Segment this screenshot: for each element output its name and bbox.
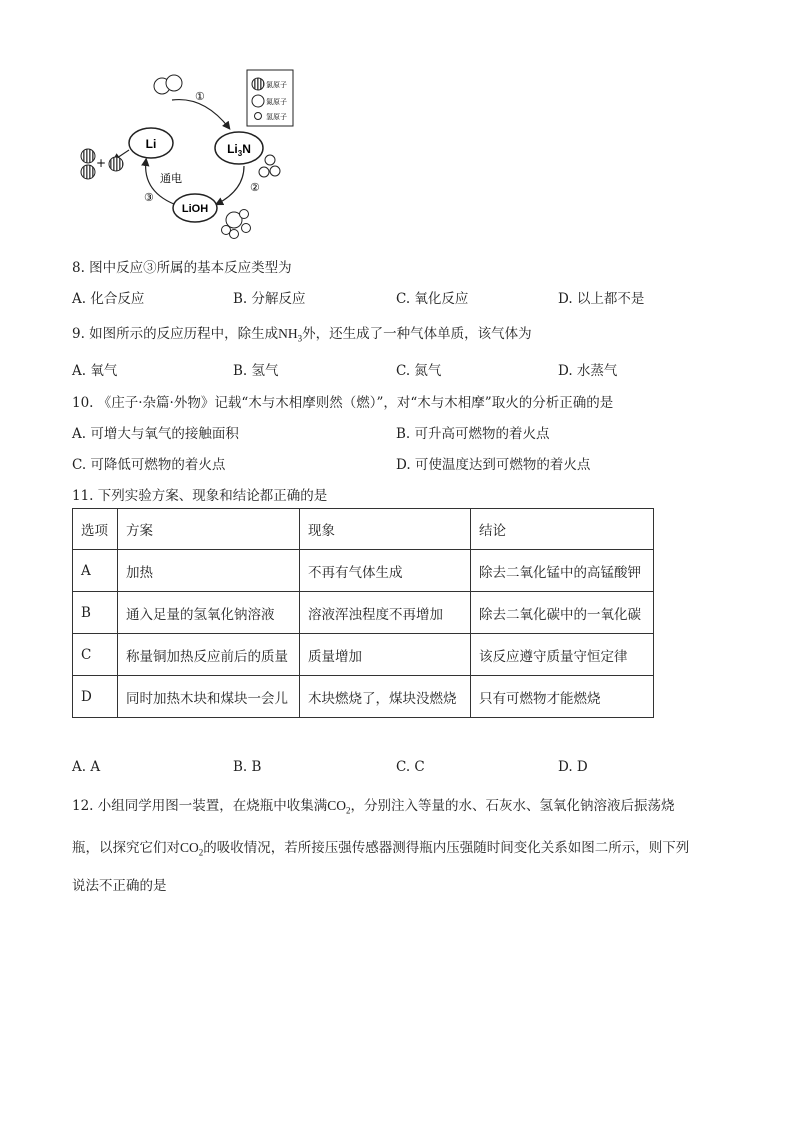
q11-experiment-table [72, 508, 654, 718]
arrow-step2 [217, 166, 244, 204]
electrolysis-label: 通电 [160, 172, 182, 185]
q11-option-d[interactable]: D. D [558, 759, 588, 775]
q8-option-a[interactable]: A. 化合反应 [72, 291, 145, 307]
q10-option-b[interactable]: B. 可升高可燃物的着火点 [396, 426, 550, 442]
cell: B [73, 592, 118, 634]
cell: 除去二氧化碳中的一氧化碳 [471, 592, 654, 634]
q8-option-c[interactable]: C. 氧化反应 [396, 291, 469, 307]
table-row [73, 634, 654, 676]
cell: 不再有气体生成 [300, 550, 471, 592]
step2-label: ② [250, 181, 260, 194]
atom-legend [247, 70, 293, 126]
table-row [73, 550, 654, 592]
nh3-formula: $NH_3$ [278, 326, 303, 344]
cell: 质量增加 [300, 634, 471, 676]
legend-chlorine: 氯原子 [266, 81, 287, 89]
q9-stem: 9. 如图所示的反应历程中，除生成$NH_3$外，还生成了一种气体单质，该气体为 [72, 326, 532, 344]
lioh-label: LiOH [181, 203, 209, 215]
q11-option-b[interactable]: B. B [233, 759, 262, 775]
cell: 同时加热木块和煤块一会儿 [118, 676, 300, 718]
li3n-label: $Li_3N$ [227, 142, 251, 158]
table-row [73, 676, 654, 718]
q12-line2: 瓶，以探究它们对$CO_2$的吸收情况，若所接压强传感器测得瓶内压强随时间变化关系如图二所示，则下列 [72, 840, 690, 858]
arrow-step1 [172, 100, 229, 128]
q10-option-c[interactable]: C. 可降低可燃物的着火点 [72, 457, 226, 473]
chlorine-oxygen-products [81, 149, 123, 179]
q9-option-a[interactable]: A. 氧气 [72, 363, 118, 379]
q10-stem: 10. 《庄子·杂篇·外物》记载“木与木相摩则然（燃）”，对“木与木相摩”取火的分析正确的是 [72, 395, 614, 411]
legend-hydrogen: 氢原子 [266, 113, 287, 121]
co2-formula: $CO_2$ [180, 840, 204, 858]
svg-text:+: + [96, 156, 107, 170]
cell: 通入足量的氢氧化钠溶液 [118, 592, 300, 634]
cell: 溶液浑浊程度不再增加 [300, 592, 471, 634]
q9-option-d[interactable]: D. 水蒸气 [558, 363, 618, 379]
legend-nitrogen: 氮原子 [266, 98, 287, 106]
q8-option-d[interactable]: D. 以上都不是 [558, 291, 645, 307]
cell: 除去二氧化锰中的高锰酸钾 [471, 550, 654, 592]
header-phenomenon: 现象 [300, 509, 471, 550]
cell: 木块燃烧了，煤块没燃烧 [300, 676, 471, 718]
q8-option-b[interactable]: B. 分解反应 [233, 291, 306, 307]
step3-label: ③ [144, 191, 154, 204]
cell: 该反应遵守质量守恒定律 [471, 634, 654, 676]
ammonia-molecule [259, 155, 280, 177]
q11-option-a[interactable]: A. A [72, 759, 101, 775]
step1-label: ① [195, 90, 205, 103]
q12-line3: 说法不正确的是 [72, 878, 167, 894]
q11-stem: 11. 下列实验方案、现象和结论都正确的是 [72, 488, 328, 504]
q10-option-d[interactable]: D. 可使温度达到可燃物的着火点 [396, 457, 591, 473]
q9-option-b[interactable]: B. 氢气 [233, 363, 279, 379]
reaction-cycle-diagram [74, 68, 294, 243]
q9-option-c[interactable]: C. 氮气 [396, 363, 442, 379]
q10-option-a[interactable]: A. 可增大与氧气的接触面积 [72, 426, 239, 442]
cell: D [73, 676, 118, 718]
table-row [73, 592, 654, 634]
header-plan: 方案 [118, 509, 300, 550]
li-label: Li [145, 137, 157, 151]
nitrogen-molecule-top [154, 75, 182, 94]
lioh-node [173, 194, 217, 222]
water-molecule [222, 210, 251, 239]
q12-line1: 12. 小组同学用图一装置，在烧瓶中收集满$CO_2$，分别注入等量的水、石灰水、氢氧化钠溶液后振荡烧 [72, 798, 675, 816]
cell: 称量铜加热反应前后的质量 [118, 634, 300, 676]
cell: 只有可燃物才能燃烧 [471, 676, 654, 718]
li3n-node [215, 132, 263, 164]
cell: 加热 [118, 550, 300, 592]
cell: C [73, 634, 118, 676]
header-option: 选项 [73, 509, 118, 550]
co2-formula: $CO_2$ [327, 798, 351, 816]
li-node [129, 128, 173, 158]
header-conclusion: 结论 [471, 509, 654, 550]
q11-option-c[interactable]: C. C [396, 759, 425, 775]
table-header-row [73, 509, 654, 550]
q8-stem: 8. 图中反应③所属的基本反应类型为 [72, 260, 292, 276]
cell: A [73, 550, 118, 592]
